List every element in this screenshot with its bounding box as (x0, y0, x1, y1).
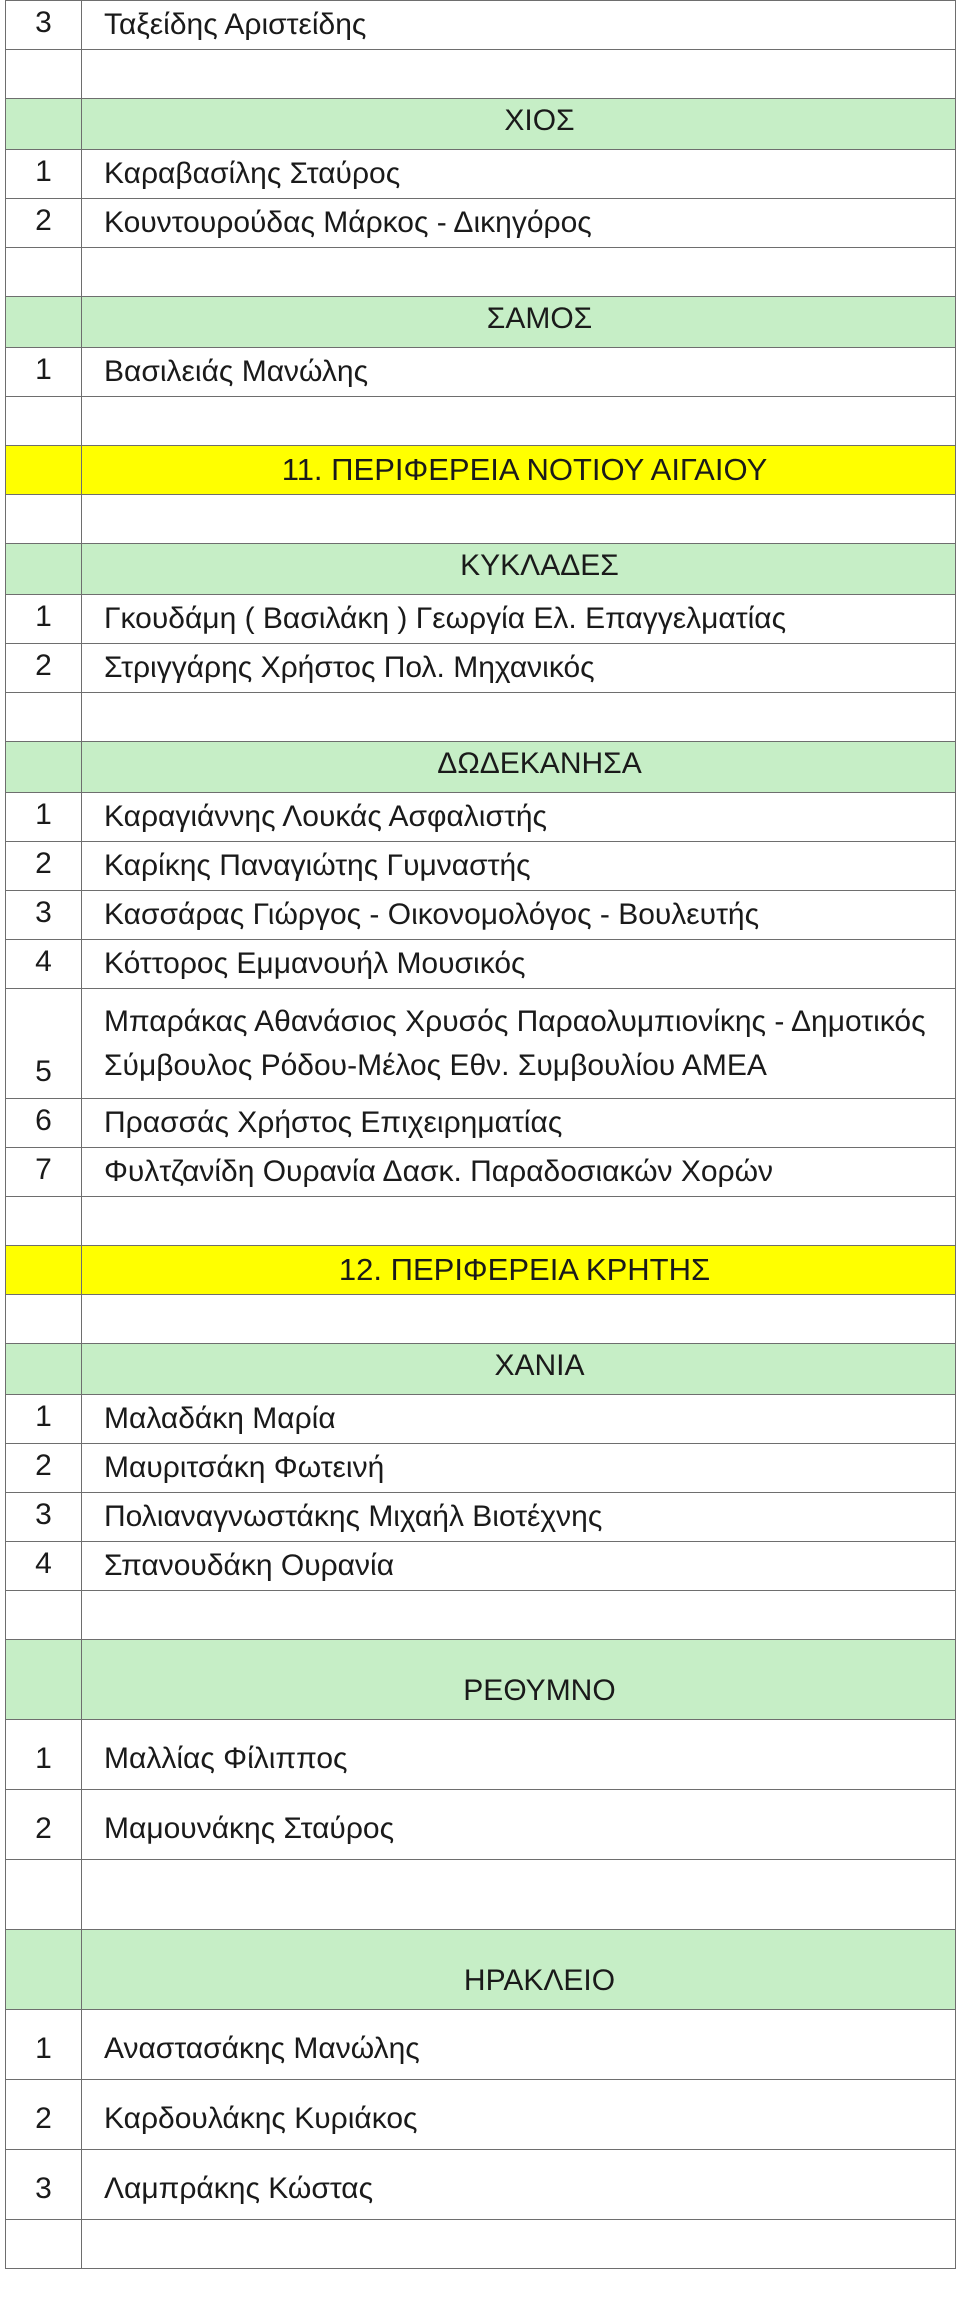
candidate-row (6, 150, 956, 199)
candidate-name: Γκουδάμη ( Βασιλάκη ) Γεωργία Ελ. Επαγγελματίας (82, 595, 956, 644)
blank-row (6, 50, 956, 99)
row-number (6, 1591, 82, 1640)
candidate-row (6, 891, 956, 940)
candidate-row (6, 1148, 956, 1197)
candidate-name: Κουντουρούδας Μάρκος - Δικηγόρος (82, 199, 956, 248)
blank-row (6, 397, 956, 446)
empty-cell (82, 50, 956, 99)
row-number (6, 1640, 82, 1720)
row-number: 1 (6, 348, 82, 397)
candidate-row (6, 1542, 956, 1591)
row-number (6, 495, 82, 544)
region-name: ΗΡΑΚΛΕΙΟ (82, 1930, 956, 2010)
candidate-row (6, 1493, 956, 1542)
blank-row (6, 693, 956, 742)
row-number: 1 (6, 1395, 82, 1444)
row-number: 6 (6, 1099, 82, 1148)
blank-row (6, 1295, 956, 1344)
periphery-row (6, 1246, 956, 1295)
periphery-title: 11. ΠΕΡΙΦΕΡΕΙΑ ΝΟΤΙΟΥ ΑΙΓΑΙΟΥ (82, 446, 956, 495)
row-number: 1 (6, 2010, 82, 2080)
candidate-row (6, 842, 956, 891)
candidate-row (6, 1720, 956, 1790)
candidate-name: Ταξείδης Αριστείδης (82, 1, 956, 50)
candidate-name: Κασσάρας Γιώργος - Οικονομολόγος - Βουλευτής (82, 891, 956, 940)
row-number (6, 248, 82, 297)
region-name: ΔΩΔΕΚΑΝΗΣΑ (82, 742, 956, 793)
empty-cell (82, 693, 956, 742)
row-number (6, 1860, 82, 1930)
empty-cell (82, 2220, 956, 2269)
candidate-name: Μαλαδάκη Μαρία (82, 1395, 956, 1444)
empty-cell (82, 495, 956, 544)
row-number: 3 (6, 891, 82, 940)
row-number: 2 (6, 842, 82, 891)
row-number (6, 742, 82, 793)
periphery-title: 12. ΠΕΡΙΦΕΡΕΙΑ ΚΡΗΤΗΣ (82, 1246, 956, 1295)
candidate-row (6, 940, 956, 989)
candidate-row (6, 2080, 956, 2150)
candidates-table-body (6, 1, 956, 2269)
candidate-name: Φυλτζανίδη Ουρανία Δασκ. Παραδοσιακών Χορών (82, 1148, 956, 1197)
blank-row (6, 495, 956, 544)
row-number: 2 (6, 1790, 82, 1860)
row-number: 3 (6, 1493, 82, 1542)
region-row (6, 544, 956, 595)
blank-row (6, 1197, 956, 1246)
empty-cell (82, 248, 956, 297)
region-name: ΧΑΝΙΑ (82, 1344, 956, 1395)
blank-row (6, 2220, 956, 2269)
row-number: 7 (6, 1148, 82, 1197)
candidate-row (6, 1, 956, 50)
candidate-name: Πολιαναγνωστάκης Μιχαήλ Βιοτέχνης (82, 1493, 956, 1542)
row-number: 2 (6, 199, 82, 248)
row-number: 3 (6, 2150, 82, 2220)
empty-cell (82, 1591, 956, 1640)
candidate-row (6, 2010, 956, 2080)
region-name: ΣΑΜΟΣ (82, 297, 956, 348)
row-number: 1 (6, 595, 82, 644)
empty-cell (82, 1860, 956, 1930)
row-number (6, 2220, 82, 2269)
row-number: 2 (6, 2080, 82, 2150)
region-name: ΡΕΘΥΜΝΟ (82, 1640, 956, 1720)
row-number (6, 693, 82, 742)
region-row (6, 1344, 956, 1395)
row-number (6, 99, 82, 150)
region-row (6, 1930, 956, 2010)
region-row (6, 297, 956, 348)
region-row (6, 742, 956, 793)
candidate-name: Καραγιάννης Λουκάς Ασφαλιστής (82, 793, 956, 842)
candidate-name: Λαμπράκης Κώστας (82, 2150, 956, 2220)
row-number (6, 297, 82, 348)
row-number (6, 1930, 82, 2010)
row-number (6, 1295, 82, 1344)
candidate-name: Καραβασίλης Σταύρος (82, 150, 956, 199)
region-name: ΧΙΟΣ (82, 99, 956, 150)
row-number: 1 (6, 150, 82, 199)
row-number: 1 (6, 1720, 82, 1790)
periphery-row (6, 446, 956, 495)
candidate-row (6, 2150, 956, 2220)
row-number: 5 (6, 989, 82, 1099)
candidate-name: Αναστασάκης Μανώλης (82, 2010, 956, 2080)
candidate-name: Κόττορος Εμμανουήλ Μουσικός (82, 940, 956, 989)
candidate-name: Πρασσάς Χρήστος Επιχειρηματίας (82, 1099, 956, 1148)
region-row (6, 1640, 956, 1720)
candidate-name: Μαμουνάκης Σταύρος (82, 1790, 956, 1860)
candidate-row (6, 1395, 956, 1444)
row-number (6, 1246, 82, 1295)
row-number (6, 446, 82, 495)
candidate-row (6, 1790, 956, 1860)
empty-cell (82, 397, 956, 446)
empty-cell (82, 1295, 956, 1344)
row-number (6, 544, 82, 595)
candidate-name: Μαυριτσάκη Φωτεινή (82, 1444, 956, 1493)
candidate-name: Καρδουλάκης Κυριάκος (82, 2080, 956, 2150)
row-number: 2 (6, 1444, 82, 1493)
candidate-name: Βασιλειάς Μανώλης (82, 348, 956, 397)
candidate-row (6, 595, 956, 644)
candidate-row (6, 348, 956, 397)
empty-cell (82, 1197, 956, 1246)
region-name: ΚΥΚΛΑΔΕΣ (82, 544, 956, 595)
blank-row (6, 1591, 956, 1640)
row-number (6, 1197, 82, 1246)
candidate-row (6, 793, 956, 842)
candidates-table (5, 0, 956, 2269)
candidate-row (6, 199, 956, 248)
candidate-row (6, 1099, 956, 1148)
blank-row (6, 248, 956, 297)
candidate-name: Μαλλίας Φίλιππος (82, 1720, 956, 1790)
candidate-row (6, 1444, 956, 1493)
candidate-name: Στριγγάρης Χρήστος Πολ. Μηχανικός (82, 644, 956, 693)
row-number: 3 (6, 1, 82, 50)
region-row (6, 99, 956, 150)
row-number: 1 (6, 793, 82, 842)
candidate-name: Μπαράκας Αθανάσιος Χρυσός Παραολυμπιονίκης - Δημοτικός Σύμβουλος Ρόδου-Μέλος Εθν. Συμβουλίου ΑΜΕΑ (82, 989, 956, 1099)
candidate-row (6, 644, 956, 693)
candidate-name: Σπανουδάκη Ουρανία (82, 1542, 956, 1591)
candidate-name: Καρίκης Παναγιώτης Γυμναστής (82, 842, 956, 891)
row-number (6, 397, 82, 446)
row-number (6, 1344, 82, 1395)
candidate-row (6, 989, 956, 1099)
row-number: 4 (6, 940, 82, 989)
row-number: 4 (6, 1542, 82, 1591)
row-number (6, 50, 82, 99)
row-number: 2 (6, 644, 82, 693)
blank-row (6, 1860, 956, 1930)
